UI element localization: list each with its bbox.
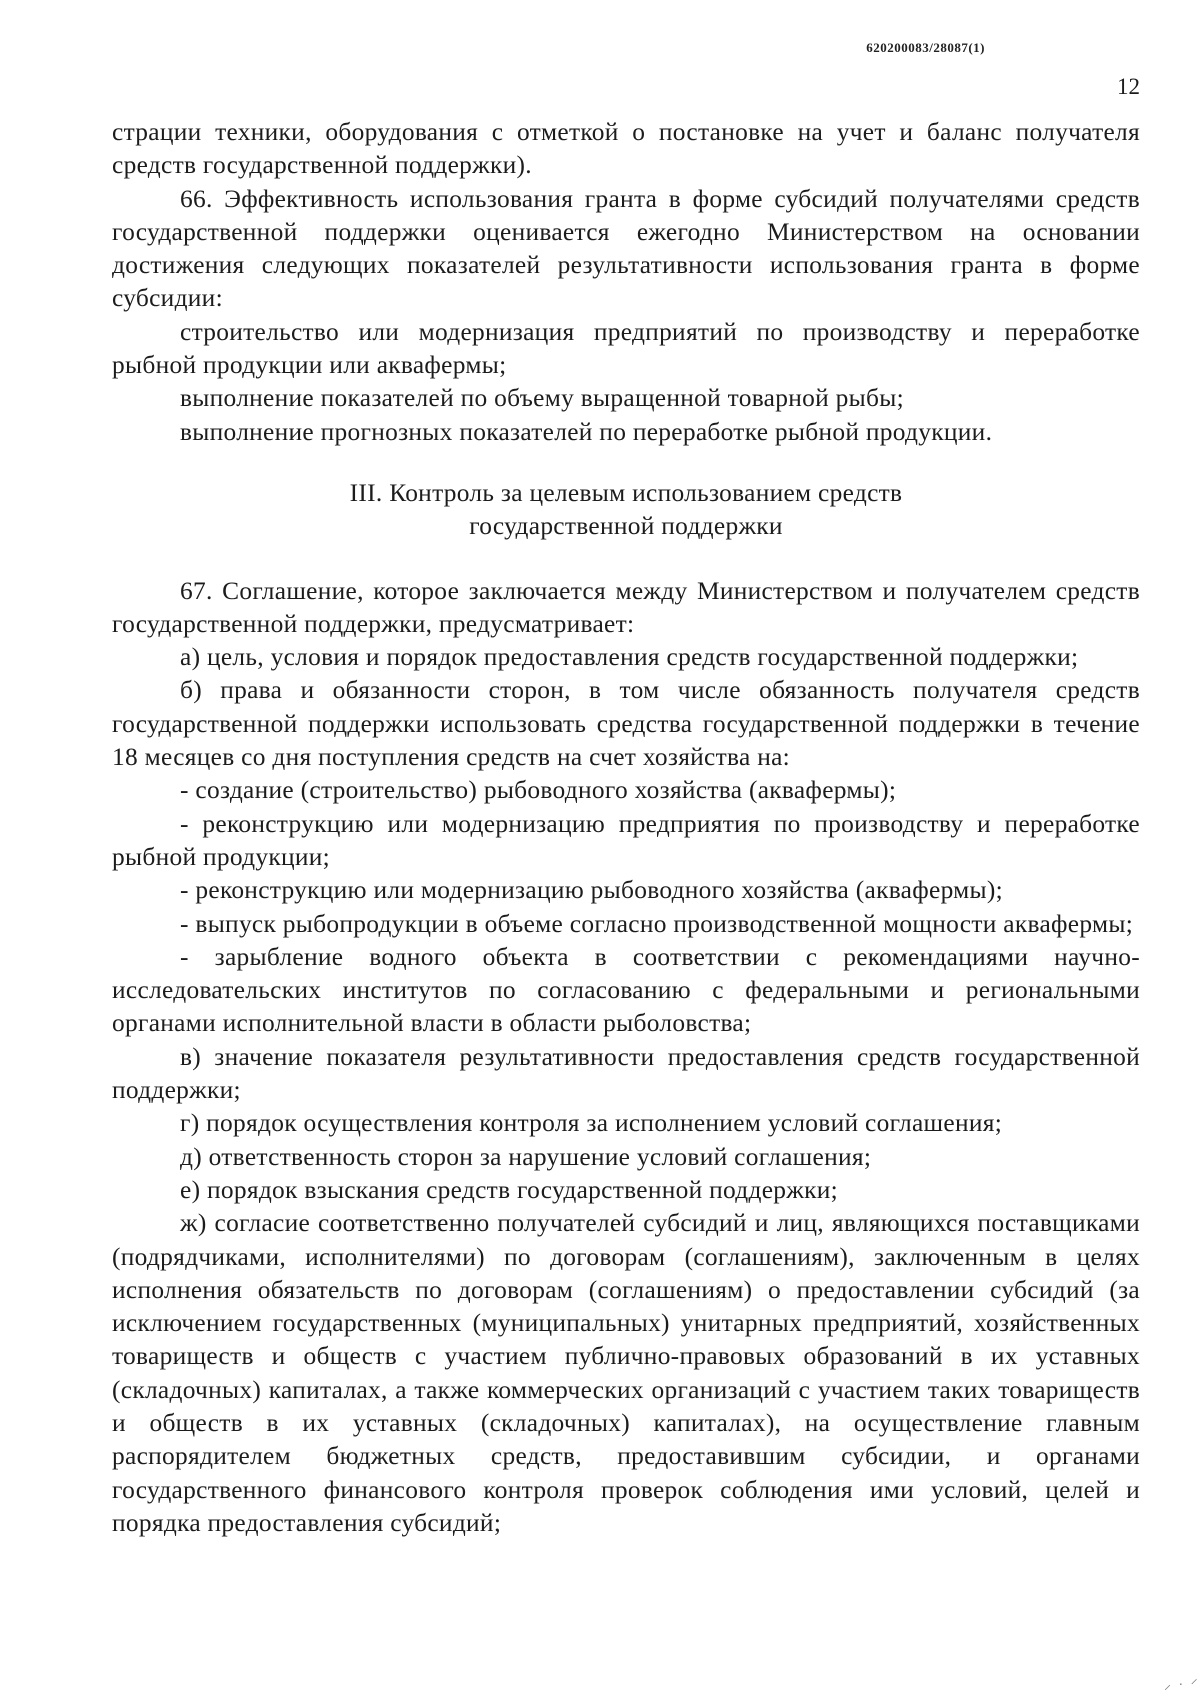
list-item-zh: ж) согласие соответственно получателей субсидий и лиц, являющихся поставщиками (подрядчиками, исполнителями) по договорам (соглашениям), заключенным в целях исполнения обязательств по договорам (соглашениям) о предоставлении субсидий (за исключением государственных (муниципальных) унитарных предприятий, хозяйственных товариществ и обществ с участием публично-правовых образований в их уставных (складочных) капиталах, а также коммерческих организаций с участием таких товариществ и обществ в их уставных (складочных) капиталах), на осуществление главным распорядителем бюджетных средств, предоставившим субсидии, и органами государственного финансового контроля проверок соблюдения ими условий, целей и порядка предоставления субсидий; — [112, 1209, 1140, 1537]
section-heading — [112, 477, 1140, 544]
list-item-g: г) порядок осуществления контроля за исполнением условий соглашения; — [180, 1109, 1003, 1138]
sub-item-b5: - зарыбление водного объекта в соответствии с рекомендациями научно-исследовательских институтов по согласованию с федеральными и региональными органами исполнительной власти в области рыболовства; — [112, 942, 1140, 1038]
list-item-indicator-3: выполнение прогнозных показателей по переработке рыбной продукции. — [180, 417, 993, 446]
document-id: 620200083/28087(1) — [866, 40, 985, 55]
list-item-v: в) значение показателя результативности предоставления средств государственной поддержки; — [112, 1042, 1140, 1105]
section-heading-line-2: государственной поддержки — [469, 512, 783, 541]
page-number: 12 — [1117, 74, 1140, 99]
paragraph-67: 67. Соглашение, которое заключается между Министерством и получателем средств государственной поддержки, предусматривает: — [112, 576, 1140, 638]
document-body — [112, 116, 1140, 1540]
sub-item-b1: - создание (строительство) рыбоводного хозяйства (аквафермы); — [180, 776, 897, 805]
sub-item-b3: - реконструкцию или модернизацию рыбоводного хозяйства (аквафермы); — [180, 876, 1004, 905]
scan-corner-mark: ⸝ · ⸍ — [1164, 1678, 1200, 1693]
paragraph-66: 66. Эффективность использования гранта в форме субсидий получателями средств государственной поддержки оценивается ежегодно Министерством на основании достижения следующих показателей результативности использования гранта в форме субсидии: — [112, 184, 1140, 313]
list-item-b: б) права и обязанности сторон, в том числе обязанность получателя средств государственной поддержки использовать средства государственной поддержки в течение 18 месяцев со дня поступления средств на счет хозяйства на: — [112, 676, 1140, 772]
list-item-a: а) цель, условия и порядок предоставления средств государственной поддержки; — [180, 643, 1079, 672]
paragraph-continuation: страции техники, оборудования с отметкой о постановке на учет и баланс получателя средств государственной поддержки). — [112, 118, 1140, 180]
section-heading-line-1: III. Контроль за целевым использованием средств — [349, 478, 903, 507]
list-item-e: е) порядок взыскания средств государственной поддержки; — [180, 1175, 838, 1204]
list-item-indicator-1: строительство или модернизация предприятий по производству и переработке рыбной продукции или аквафермы; — [112, 317, 1140, 380]
list-item-indicator-2: выполнение показателей по объему выращенной товарной рыбы; — [180, 384, 904, 413]
list-item-d: д) ответственность сторон за нарушение условий соглашения; — [180, 1142, 872, 1171]
sub-item-b4: - выпуск рыбопродукции в объеме согласно производственной мощности аквафермы; — [180, 909, 1134, 938]
sub-item-b2: - реконструкцию или модернизацию предприятия по производству и переработке рыбной продукции; — [112, 809, 1140, 871]
